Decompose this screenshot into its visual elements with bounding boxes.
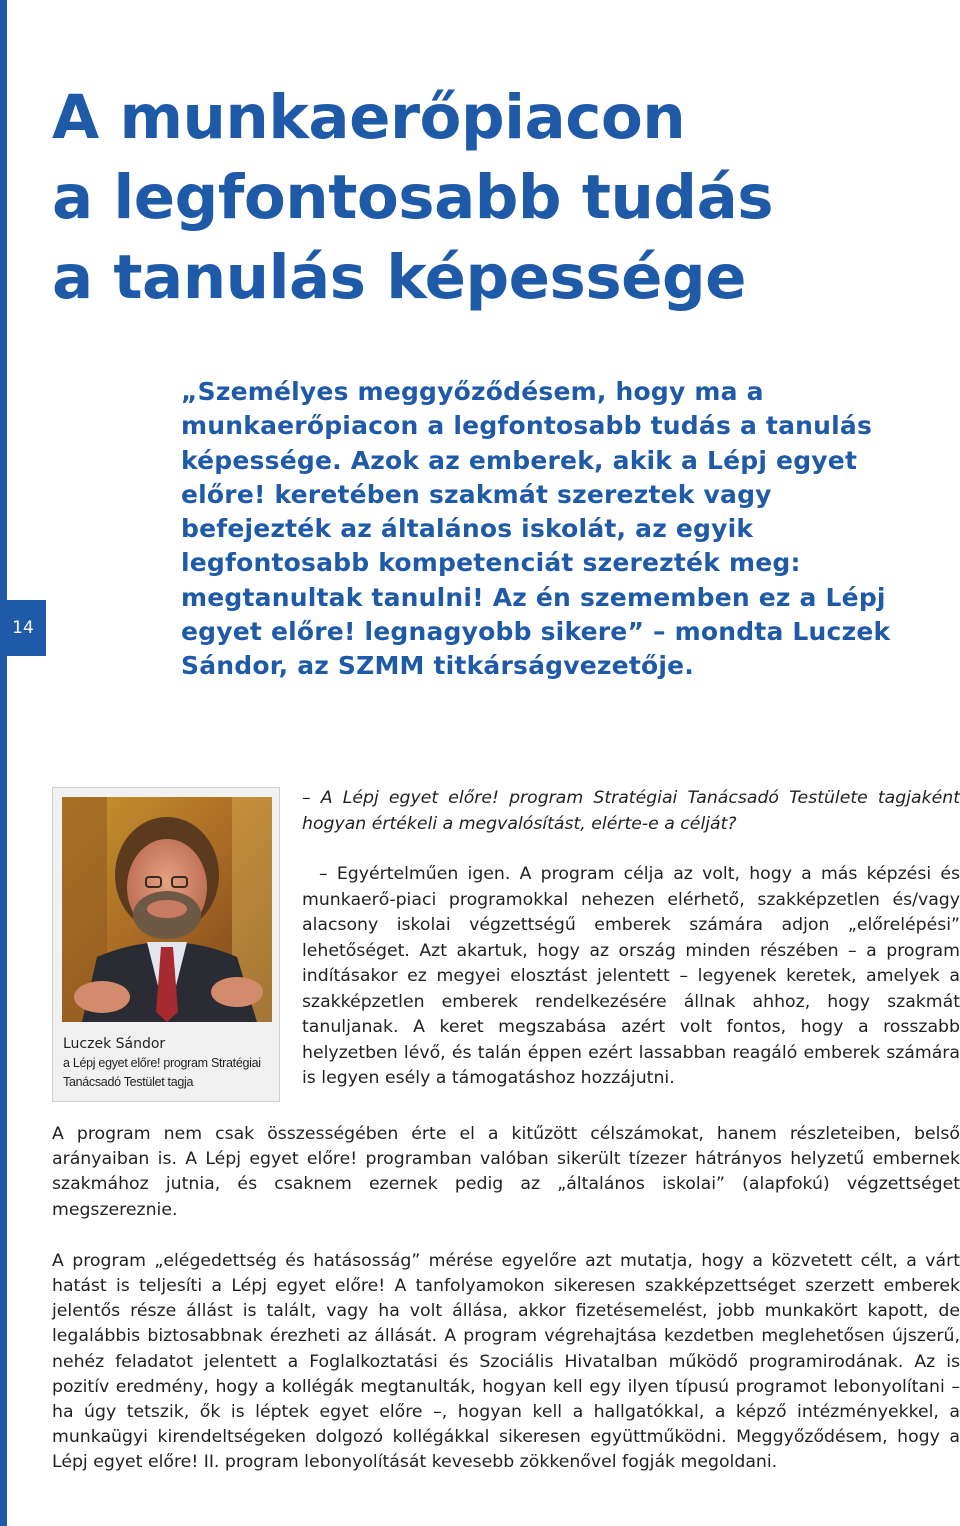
title-line-1: A munkaerőpiacon [52,82,686,153]
body-text [52,1122,960,1476]
photo-box [52,787,280,1102]
portrait-illustration [62,797,272,1022]
page-title [52,78,932,318]
page-number: 14 [0,600,46,656]
caption-role: a Lépj egyet előre! program Stratégiai Tanácsadó Testület tagja [63,1056,261,1089]
title-line-2: a legfontosabb tudás [52,162,774,233]
caption-name: Luczek Sándor [63,1036,166,1052]
lead-quote: „Személyes meggyőződésem, hogy ma a munkaerőpiacon a legfontosabb tudás a tanulás képessége. Azok az emberek, akik a Lépj egyet előre! keretében szakmát szereztek vagy befejezték az általános iskolát, az egyik legfontosabb kompetenciát szerezték meg: megtanultak tanulni! Az én szememben ez a Lépj egyet előre! legnagyobb sikere” – mondta Luczek Sándor, az SZMM titkárságvezetője. [181,377,891,681]
body-paragraph-2: A program „elégedettség és hatásosság” mérése egyelőre azt mutatja, hogy a közvetett célt, a várt hatást is teljesíti a Lépj egyet előre! A tanfolyamokon sikeresen szakképzettséget szerzett emberek jelentős része állást is talált, vagy ha volt állása, akkor fizetésemelést, jobb munkakört kapott, de legalábbis biztosabbnak érezheti az állását. A program végrehajtása kezdetben meglehetősen újszerű, nehéz feladatot jelentett a Foglalkoztatási és Szociális Hivatalban működő programirodának. Az is pozitív eredmény, hogy a kollégák megtanulták, hogyan kell egy ilyen típusú programot lebonyolítani – ha úgy tetszik, ők is léptek egyet előre –, hogyan kell a hallgatókkal, a képző intézményekkel, a munkaügyi kirendeltségeken dolgozó kollégákkal sikeresen együttműködni. Meggyőződésem, hogy a Lépj egyet előre! II. program lebonyolítását kevesebb zökkenővel fogják megoldani. [52,1250,960,1473]
photo-caption [63,1035,273,1092]
body-paragraph-1: A program nem csak összességében érte el a kitűzött célszámokat, hanem részleteiben, belső arányaiban is. A Lépj egyet előre! programban valóban sikerült tízezer hátrányos helyzetű embernek szakmához jutnia, és csaknem ezernek pedig az „általános iskolai” (alapfokú) végzettséget megszereznie. [52,1124,960,1220]
interview-question: – A Lépj egyet előre! program Stratégiai Tanácsadó Testülete tagjaként hogyan értékeli a megvalósítást, elérte-e a célját? [302,788,960,834]
interview-answer: – Egyértelműen igen. A program célja az volt, hogy a más képzési és munkaerő-piaci programokkal nehezen elérhető, szakképzetlen és/vagy alacsony iskolai végzettségű emberek számára adjon „előrelépési” lehetőséget. Azt akartuk, hogy az ország minden részében – a program indításakor ez megyei elosztást jelentett – legyenek keretek, amelyek a szakképzetlen emberek rendelkezésére állnak ahhoz, hogy szakmát tanuljanak. A keret megszabása azért volt fontos, hogy a rosszabb helyzetben lévő, és talán éppen ezért lassabban reagáló emberek számára is legyen esély a támogatáshoz hozzájutni. [302,864,960,1088]
title-line-3: a tanulás képessége [52,242,747,313]
portrait-photo [62,797,272,1022]
interview-section [302,786,960,1092]
page-edge-bar [0,0,7,1526]
